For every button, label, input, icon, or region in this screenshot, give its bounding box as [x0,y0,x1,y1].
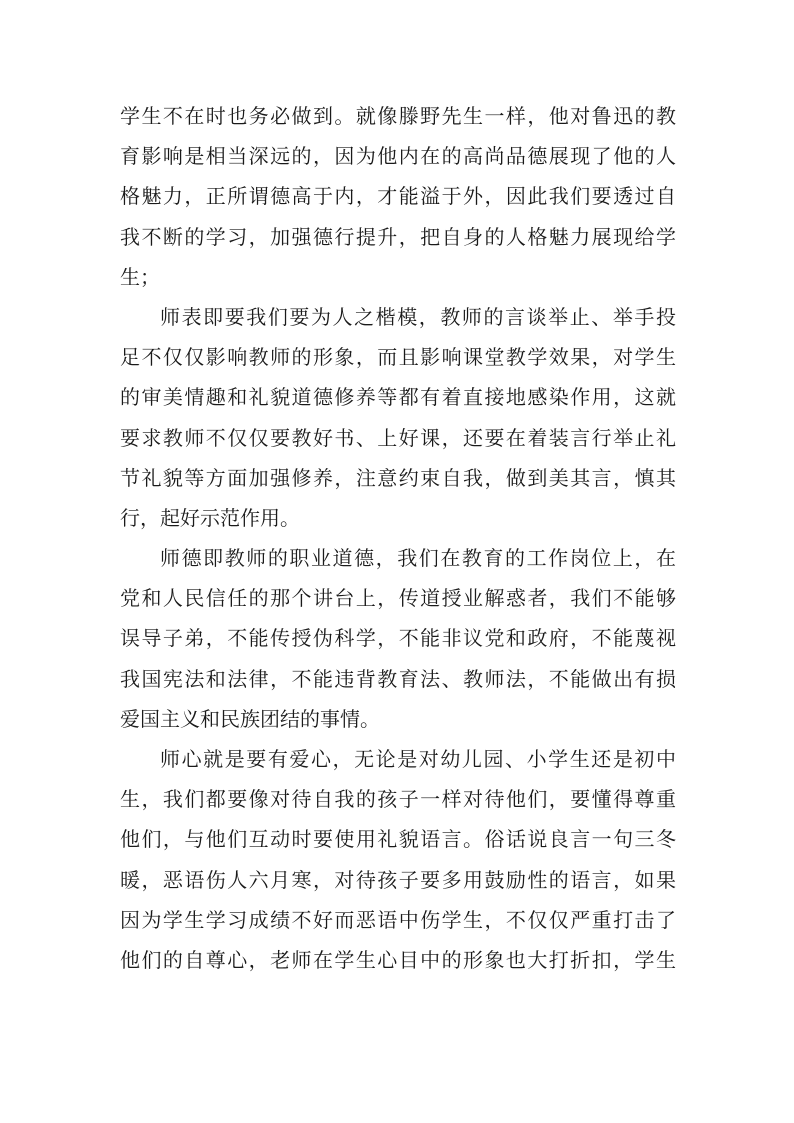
text-line: 足不仅仅影响教师的形象，而且影响课堂教学效果，对学生 [120,345,676,370]
text-line: 我国宪法和法律，不能违背教育法、教师法，不能做出有损 [120,666,676,691]
text-line: 要求教师不仅仅要教好书、上好课，还要在着装言行举止礼 [120,425,676,450]
text-line: 格魅力，正所谓德高于内，才能溢于外，因此我们要透过自 [120,184,676,209]
text-line: 师表即要我们要为人之楷模，教师的言谈举止、举手投 [160,304,676,329]
text-line: 生； [120,264,160,289]
text-line: 暖，恶语伤人六月寒，对待孩子要多用鼓励性的语言，如果 [120,867,676,892]
text-line: 误导子弟，不能传授伪科学，不能非议党和政府，不能蔑视 [120,626,676,651]
text-line: 师心就是要有爱心，无论是对幼儿园、小学生还是初中 [160,747,676,771]
text-line: 他们，与他们互动时要使用礼貌语言。俗话说良言一句三冬 [120,827,676,852]
text-line: 师德即教师的职业道德，我们在教育的工作岗位上，在 [160,546,676,571]
paragraph-4 [120,739,676,980]
text-line: 他们的自尊心，老师在学生心目中的形象也大打折扣，学生 [120,947,676,972]
text-line: 我不断的学习，加强德行提升，把自身的人格魅力展现给学 [120,224,676,249]
text-line: 育影响是相当深远的，因为他内在的高尚品德展现了他的人 [120,144,676,169]
paragraph-2 [120,297,676,538]
paragraph-1 [120,96,676,297]
text-line: 行，起好示范作用。 [120,505,300,530]
text-line: 学生不在时也务必做到。就像滕野先生一样，他对鲁迅的教 [120,104,676,128]
text-line: 党和人民信任的那个讲台上，传道授业解惑者，我们不能够 [120,586,676,611]
text-line: 爱国主义和民族团结的事情。 [120,706,380,731]
text-line: 的审美情趣和礼貌道德修养等都有着直接地感染作用，这就 [120,385,676,410]
text-line: 生，我们都要像对待自我的孩子一样对待他们，要懂得尊重 [120,787,676,812]
document-body [120,96,676,980]
paragraph-3 [120,538,676,739]
text-line: 因为学生学习成绩不好而恶语中伤学生，不仅仅严重打击了 [120,907,676,932]
text-line: 节礼貌等方面加强修养，注意约束自我，做到美其言，慎其 [120,465,676,490]
